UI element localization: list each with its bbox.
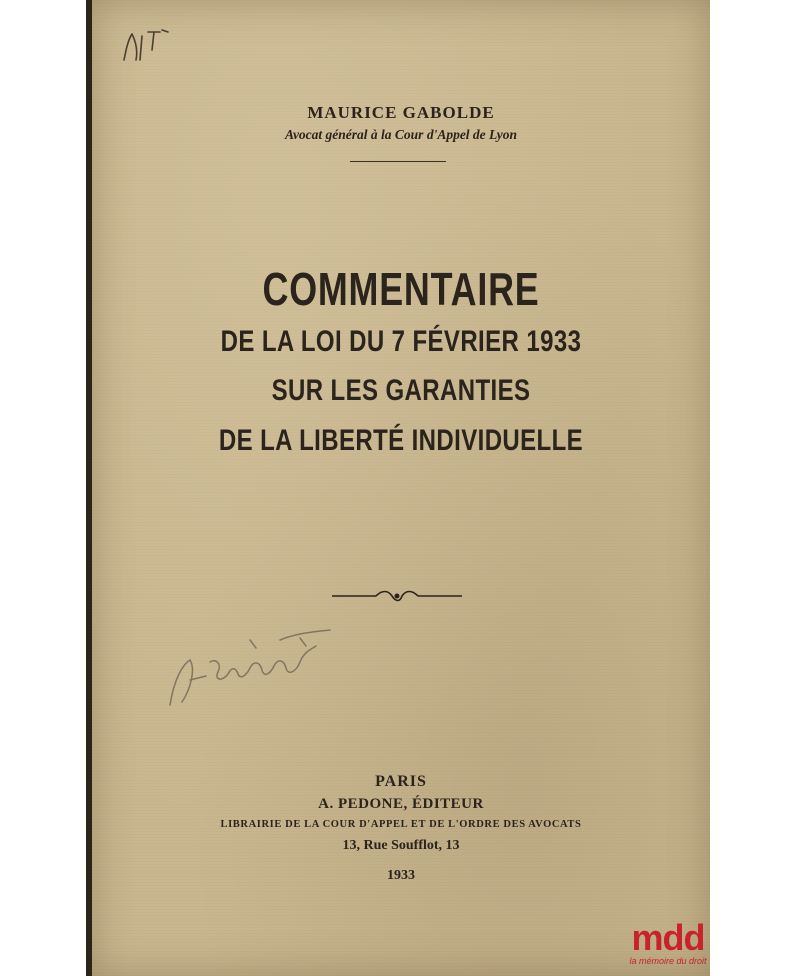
publisher-address: 13, Rue Soufflot, 13 [342, 838, 460, 853]
mdd-logo [628, 918, 708, 976]
book-title: COMMENTAIRE [262, 263, 540, 315]
subtitle-line-3: DE LA LIBERTÉ INDIVIDUELLE [218, 424, 584, 457]
publication-year: 1933 [387, 868, 415, 883]
bookshop-line: LIBRAIRIE DE LA COUR D'APPEL ET DE L'ORDRE DES AVOCATS [220, 819, 582, 830]
subtitle-line-1: DE LA LOI DU 7 FÉVRIER 1933 [220, 325, 582, 358]
mdd-logo-tagline: la mémoire du droit [629, 956, 707, 966]
author-name: MAURICE GABOLDE [307, 103, 495, 122]
author-role: Avocat général à la Cour d'Appel de Lyon [284, 127, 518, 142]
subtitle-line-2: SUR LES GARANTIES [271, 374, 531, 407]
publication-place: PARIS [375, 773, 427, 790]
publisher-name: A. PEDONE, ÉDITEUR [318, 796, 484, 812]
ornament-divider [330, 589, 464, 603]
divider-rule [350, 161, 446, 162]
mdd-logo-mark: mdd [631, 917, 705, 958]
handwritten-note [118, 20, 178, 70]
handwritten-signature [160, 610, 360, 730]
